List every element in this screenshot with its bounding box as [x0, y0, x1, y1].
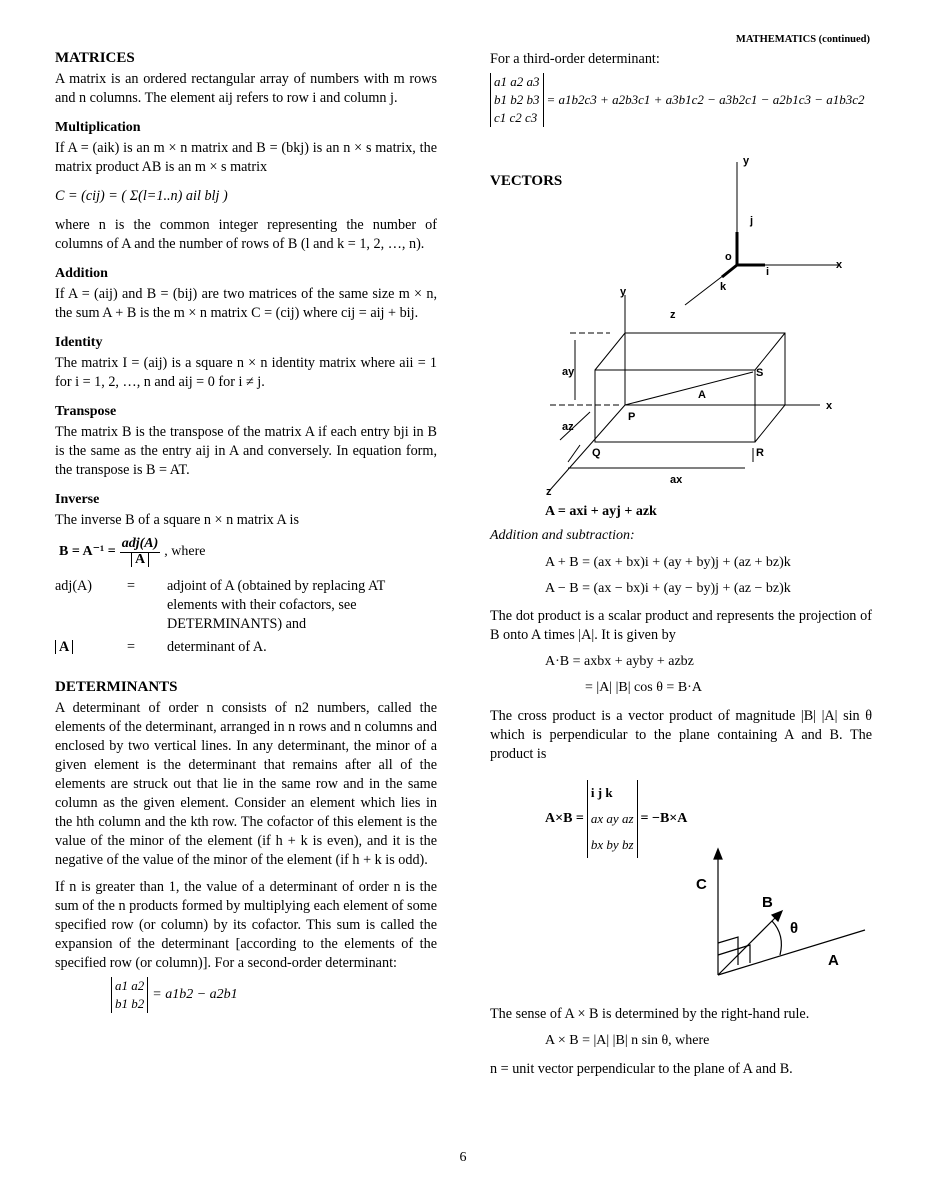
cross-row3: bx by bz	[590, 837, 634, 852]
addition-title: Addition	[55, 266, 108, 281]
box-front	[595, 370, 755, 442]
page-number: 6	[459, 1150, 467, 1165]
determinants-title: DETERMINANTS	[55, 679, 178, 695]
identity-text: The matrix I = (aij) is a square n × n identity matrix where aii = 1 for i = 1, 2, …, n and aij = 0 for i ≠ j.	[55, 355, 437, 390]
inverse-denominator: A	[131, 553, 149, 567]
vector-a	[625, 372, 753, 405]
third-det-rhs: = a1b2c3 + a2b3c1 + a3b1c2 − a3b2c1 − a2b1c3 − a1b3c2	[546, 92, 865, 107]
label-b: B	[762, 894, 773, 911]
vector-equation: A = axi + ayj + azk	[545, 504, 657, 519]
label-y-small: y	[743, 155, 750, 167]
label-theta: θ	[790, 920, 799, 937]
unit-vector-definition: n = unit vector perpendicular to the plane of A and B.	[490, 1061, 793, 1077]
third-det-matrix	[490, 73, 544, 127]
second-det-row1: a1 a2	[115, 978, 145, 993]
theta-arc	[772, 921, 781, 955]
matrices-text: A matrix is an ordered rectangular array of numbers with m rows and n columns. The element aij refers to row i and column j.	[55, 71, 437, 106]
second-det-row2: b1 b2	[115, 996, 145, 1011]
right-angle-1	[718, 937, 738, 965]
inverse-fraction	[120, 536, 161, 567]
cross-lhs: A×B =	[545, 811, 584, 826]
third-intro: For a third-order determinant:	[490, 51, 660, 67]
adj-eq: =	[127, 578, 136, 594]
cross-product-text: The cross product is a vector product of magnitude |B| |A| sin θ which is perpendicular to the plane containing A and B. The product is	[490, 708, 872, 762]
inverse-text: The inverse B of a square n × n matrix A is	[55, 512, 300, 528]
label-r: R	[756, 447, 764, 459]
cross-row2: ax ay az	[590, 811, 634, 826]
right-column	[490, 50, 872, 1077]
multiplication-text: If A = (aik) is an m × n matrix and B = (bkj) is an n × s matrix, the matrix product AB is an m × s matrix	[55, 140, 437, 175]
label-x-small: x	[836, 259, 843, 271]
label-x-big: x	[826, 400, 833, 412]
matrices-title: MATRICES	[55, 50, 135, 66]
label-c: C	[696, 876, 707, 893]
abs-term: A	[55, 640, 73, 654]
label-j: j	[750, 215, 754, 227]
multiplication-after: where n is the common integer representing the number of columns of A and the number of rows of B (l and k = 1, 2, …, n).	[55, 217, 437, 252]
addition-text: If A = (aij) and B = (bij) are two matrices of the same size m × n, the sum A + B is the m × n matrix C = (cij) where cij = aij + bij.	[55, 286, 437, 321]
label-ax: ax	[670, 474, 683, 486]
label-o: o	[725, 251, 732, 263]
multiplication-title: Multiplication	[55, 120, 141, 135]
third-det-row2: b1 b2 b3	[494, 92, 540, 107]
third-det-row1: a1 a2 a3	[494, 74, 540, 89]
left-column	[55, 50, 437, 1013]
inverse-title: Inverse	[55, 492, 100, 507]
arrow-c	[714, 849, 722, 859]
label-ay: ay	[562, 366, 575, 378]
transpose-text: The matrix B is the transpose of the matrix A if each entry bji in B is the same as the entry aij in A and conversely. In equation form, the transpose is B = AT.	[55, 424, 437, 478]
dot-product-text: The dot product is a scalar product and represents the projection of B onto A times |A|. It is given by	[490, 608, 872, 643]
transpose-title: Transpose	[55, 404, 117, 419]
vectors-title: VECTORS	[490, 173, 563, 189]
label-y-big: y	[620, 286, 627, 298]
add-sub-label: Addition and subtraction:	[490, 528, 635, 543]
box-back-outline	[595, 333, 785, 442]
label-q: Q	[592, 447, 601, 459]
cross-rhs: = −B×A	[640, 811, 688, 826]
second-order-determinant	[111, 977, 437, 1013]
dot-equation-1: A·B = axbx + ayby + azbz	[545, 654, 694, 669]
inverse-numerator: adj(A)	[121, 536, 159, 551]
label-z-small: z	[670, 309, 676, 321]
abs-definition	[55, 638, 437, 657]
third-order-determinant	[490, 73, 872, 127]
determinants-p2: If n is greater than 1, the value of a determinant of order n is the sum of the n products formed by multiplying each element of some specified row (or column) by its cofactor. This sum is called the expansion of the determinant [according to the elements of the specified row (or column)]. For a second-order determinant:	[55, 879, 437, 971]
subtraction-equation: A − B = (ax − bx)i + (ay − by)j + (az − bz)k	[545, 581, 791, 596]
label-az: az	[562, 421, 574, 433]
label-z-big: z	[546, 486, 552, 498]
page-header: MATHEMATICS (continued)	[735, 34, 870, 45]
sense-equation: A × B = |A| |B| n sin θ, where	[545, 1033, 710, 1048]
label-p: P	[628, 411, 636, 423]
label-a-vec: A	[698, 389, 706, 401]
second-det-matrix	[111, 977, 148, 1013]
addition-equation: A + B = (ax + bx)i + (ay + by)j + (az + bz)k	[545, 555, 791, 570]
q-tick	[568, 445, 580, 462]
label-k: k	[720, 281, 727, 293]
label-s: S	[756, 367, 764, 379]
unit-k	[722, 265, 737, 277]
cross-row1: i j k	[590, 785, 613, 800]
inverse-where: , where	[164, 543, 206, 559]
adj-def: adjoint of A (obtained by replacing AT elements with their cofactors, see DETERMINANTS) and	[167, 578, 386, 632]
box-edge	[755, 333, 785, 370]
sense-text: The sense of A × B is determined by the right-hand rule.	[490, 1006, 810, 1022]
big-z-axis	[550, 405, 625, 490]
cross-product-diagram	[670, 845, 870, 985]
label-a-cross: A	[828, 952, 839, 969]
second-det-rhs: = a1b2 − a2b1	[152, 987, 238, 1002]
abs-eq: =	[127, 639, 136, 655]
adj-term: adj(A)	[55, 578, 93, 594]
adj-definition	[55, 577, 437, 634]
third-det-row3: c1 c2 c3	[494, 110, 538, 125]
inverse-lhs: B = A⁻¹ =	[59, 544, 116, 559]
label-i: i	[766, 266, 770, 278]
identity-title: Identity	[55, 335, 103, 350]
multiplication-formula: C = (cij) = ( Σ(l=1..n) ail blj )	[55, 188, 228, 204]
cross-matrix	[587, 780, 638, 858]
inverse-formula	[59, 536, 437, 567]
determinants-p1: A determinant of order n consists of n2 numbers, called the elements of the determinant, arranged in n rows and n columns and enclosed by two vertical lines. In any determinant, the minor of a given element is the determinant that remains after all of the elements are struck out that lie in the same row and in the same column as the given element. Consider an element which lies in the hth column and the kth row. The cofactor of this element is the value of the minor of the element (if h + k is even), and it is the negative of the value of the minor of the element (if h + k is odd).	[55, 700, 437, 868]
abs-def: determinant of A.	[167, 639, 267, 655]
cross-determinant	[545, 780, 687, 858]
vector-diagram	[520, 150, 880, 500]
dot-equation-2: = |A| |B| cos θ = B·A	[585, 680, 702, 695]
